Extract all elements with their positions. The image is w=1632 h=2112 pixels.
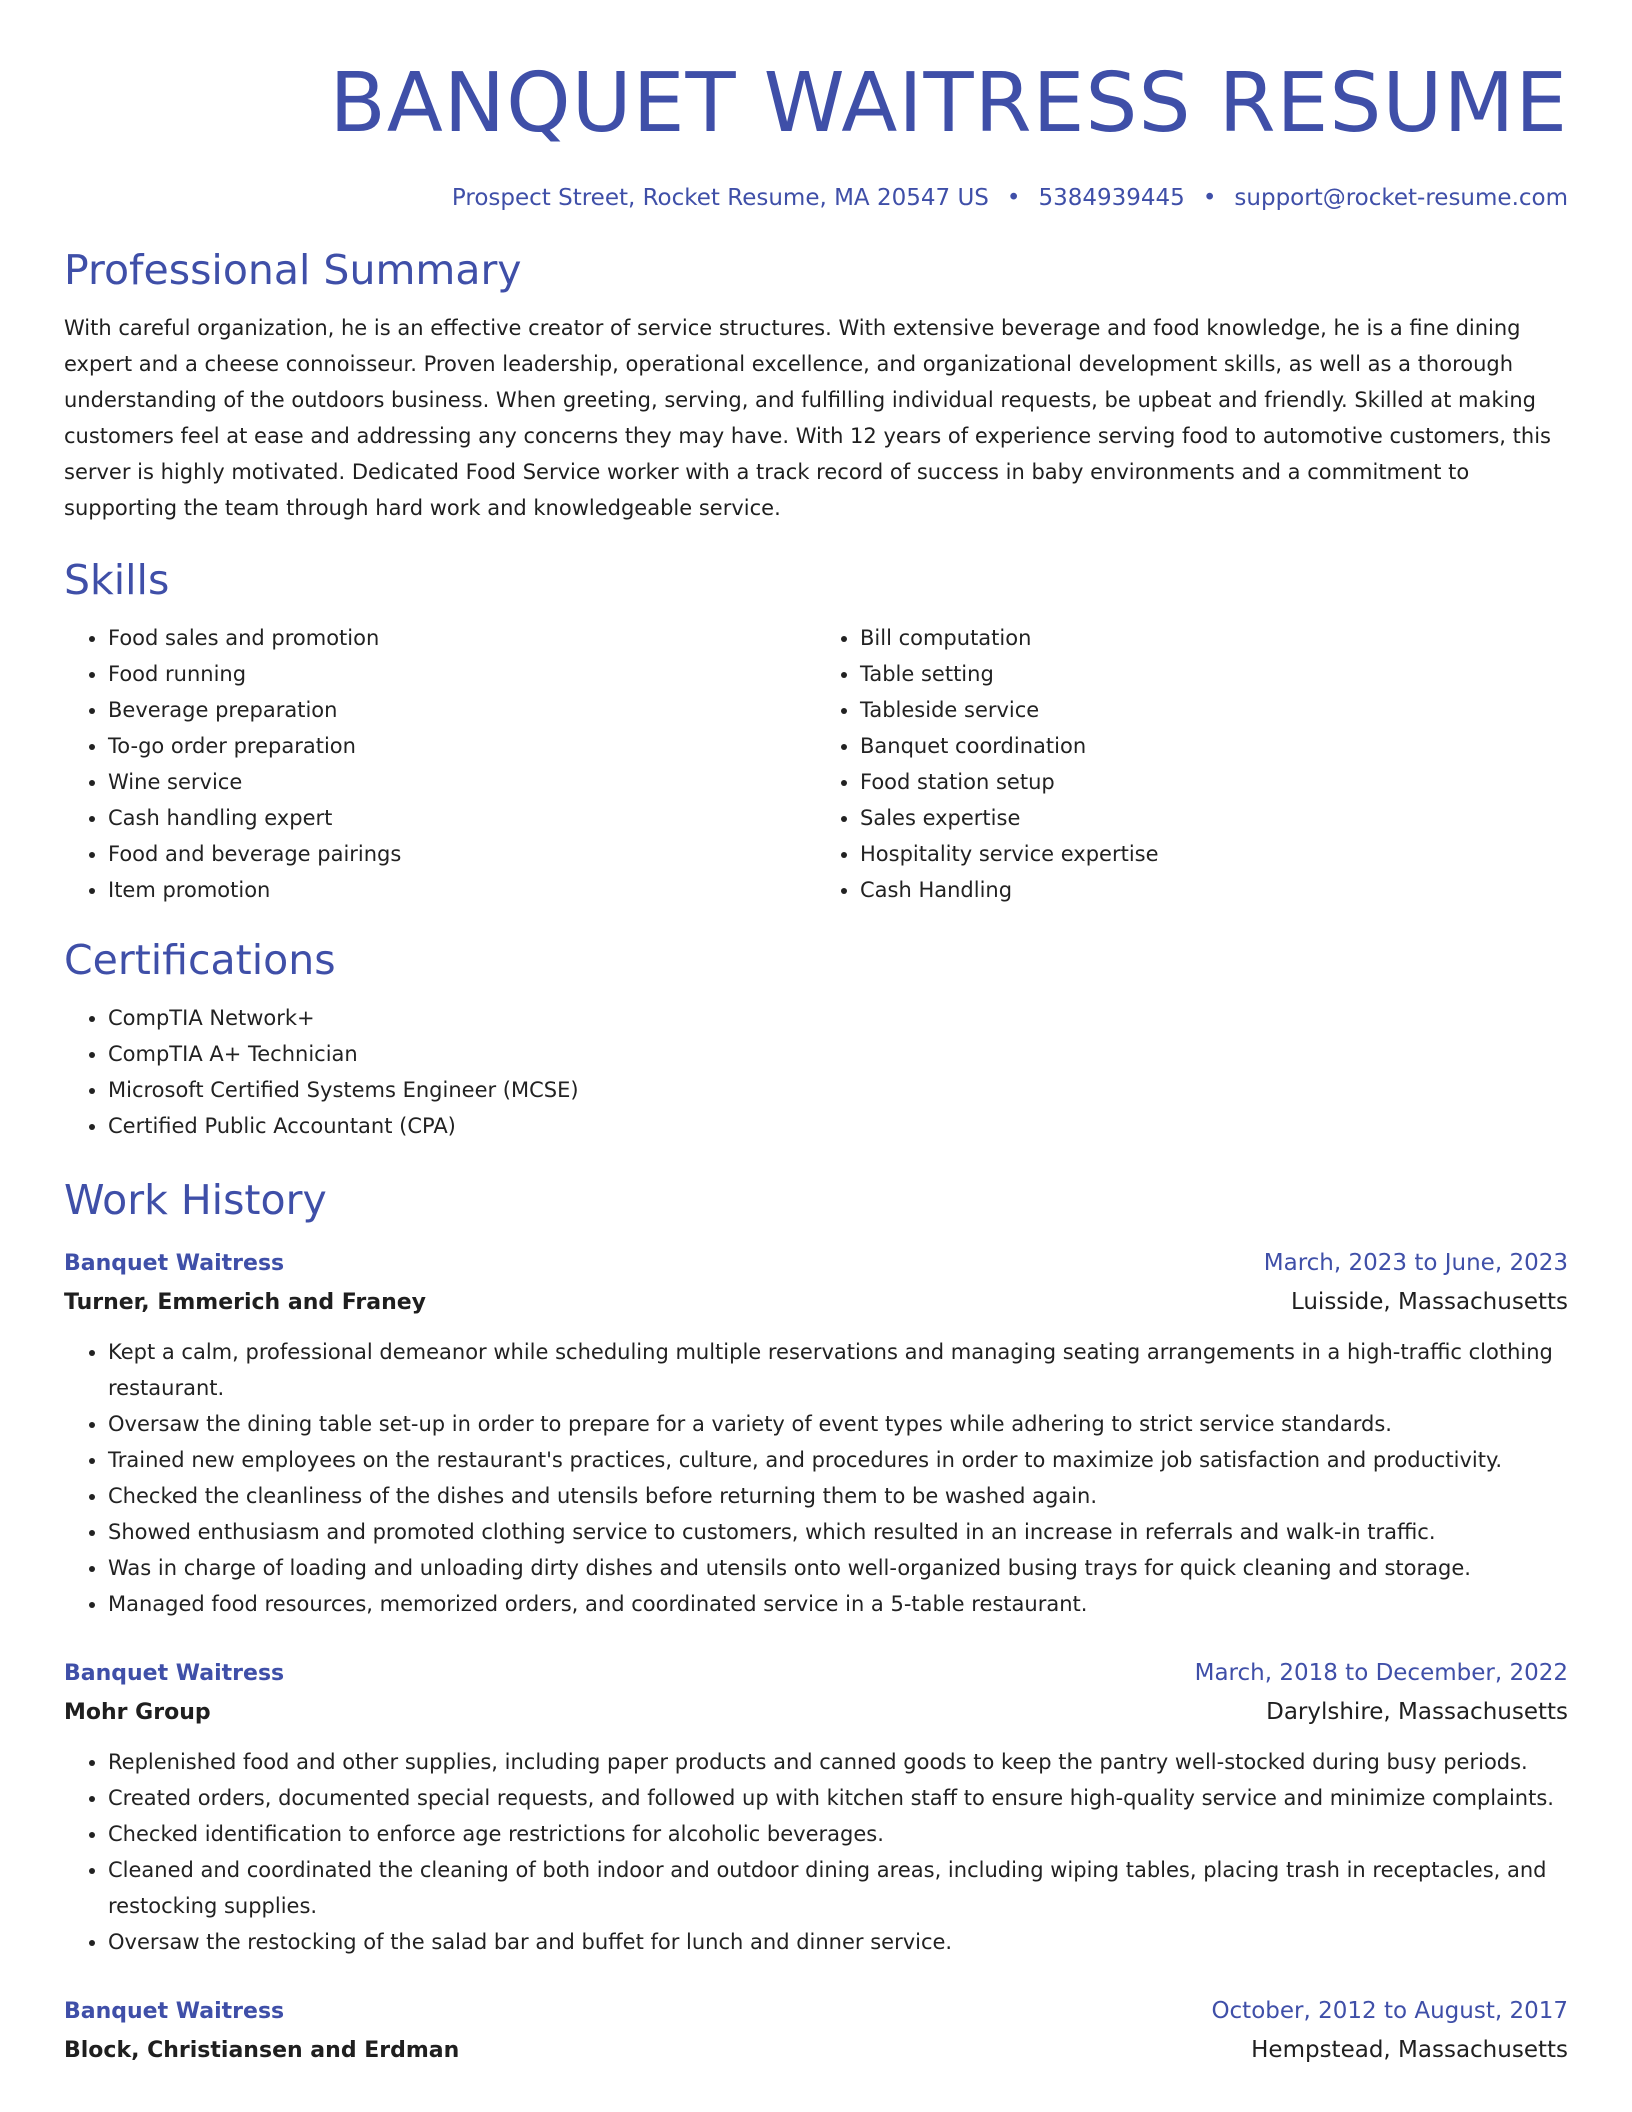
skill-item: • To-go order preparation	[108, 728, 816, 764]
job-duty: • Kept a calm, professional demeanor while scheduling multiple reservations and managing seating arrangements in a high-traffic clothing restaurant.	[108, 1334, 1568, 1406]
job-duty: • Managed food resources, memorized orders, and coordinated service in a 5-table restaurant.	[108, 1586, 1568, 1622]
contact-separator: •	[1006, 185, 1021, 211]
job-location: Luisside, Massachusetts	[1290, 1289, 1568, 1315]
skill-item: • Food and beverage pairings	[108, 836, 816, 872]
job-dates: March, 2023 to June, 2023	[1263, 1250, 1568, 1276]
job-duty: • Oversaw the restocking of the salad bar and buffet for lunch and dinner service.	[108, 1924, 1568, 1960]
job-duty: • Created orders, documented special requests, and followed up with kitchen staff to ensure high-quality service and minimize complaints.	[108, 1780, 1568, 1816]
skill-item: • Food running	[108, 656, 816, 692]
certifications-heading: Certifications	[64, 936, 336, 984]
skill-item: • Cash handling expert	[108, 800, 816, 836]
job-duty: • Cleaned and coordinated the cleaning of both indoor and outdoor dining areas, including wiping tables, placing trash in receptacles, and restocking supplies.	[108, 1852, 1568, 1924]
skill-item: • Tableside service	[860, 692, 1568, 728]
contact-email[interactable]: support@rocket-resume.com	[1234, 185, 1568, 211]
skill-item: • Table setting	[860, 656, 1568, 692]
skills-list-left	[64, 620, 816, 908]
job-employer-row	[64, 1693, 1568, 1732]
job-title: Banquet Waitress	[64, 1661, 285, 1686]
work-history-heading: Work History	[64, 1176, 327, 1224]
certification-item: • Microsoft Certified Systems Engineer (MCSE)	[108, 1072, 1568, 1108]
job-duty: • Oversaw the dining table set-up in order to prepare for a variety of event types while adhering to strict service standards.	[108, 1406, 1568, 1442]
skill-item: • Hospitality service expertise	[860, 836, 1568, 872]
certification-item: • CompTIA Network+	[108, 1000, 1568, 1036]
skill-item: • Banquet coordination	[860, 728, 1568, 764]
skills-list-right	[816, 620, 1568, 908]
job-title-row	[64, 1992, 1568, 2031]
resume-page	[64, 0, 1568, 2070]
job-employer: Turner, Emmerich and Franey	[64, 1290, 427, 1315]
job-title-row	[64, 1244, 1568, 1283]
resume-title: BANQUET WAITRESS RESUME	[329, 56, 1568, 151]
job-location: Hempstead, Massachusetts	[1251, 2037, 1568, 2063]
job-duty: • Replenished food and other supplies, including paper products and canned goods to keep the pantry well-stocked during busy periods.	[108, 1744, 1568, 1780]
skill-item: • Beverage preparation	[108, 692, 816, 728]
skill-item: • Bill computation	[860, 620, 1568, 656]
skill-item: • Cash Handling	[860, 872, 1568, 908]
job-entry	[64, 1992, 1568, 2070]
skills-columns	[64, 620, 1568, 908]
job-duty: • Checked the cleanliness of the dishes and utensils before returning them to be washed again.	[108, 1478, 1568, 1514]
job-dates: March, 2018 to December, 2022	[1194, 1660, 1568, 1686]
summary-text: With careful organization, he is an effective creator of service structures. With extensive beverage and food knowledge, he is a fine dining expert and a cheese connoisseur. Proven leadership, operational excellence, and organizational development skills, as well as a thorough understanding of the outdoors business. When greeting, serving, and fulfilling individual requests, be upbeat and friendly. Skilled at making customers feel at ease and addressing any concerns they may have. With 12 years of experience serving food to automotive customers, this server is highly motivated. Dedicated Food Service worker with a track record of success in baby environments and a commitment to supporting the team through hard work and knowledgeable service.	[64, 316, 1551, 520]
job-entry	[64, 1654, 1568, 1960]
job-duties-list	[64, 1744, 1568, 1960]
job-dates: October, 2012 to August, 2017	[1211, 1998, 1568, 2024]
job-title: Banquet Waitress	[64, 1251, 285, 1276]
skill-item: • Food sales and promotion	[108, 620, 816, 656]
job-entry	[64, 1244, 1568, 1622]
job-title-row	[64, 1654, 1568, 1693]
contact-address: Prospect Street, Rocket Resume, MA 20547 US	[451, 185, 989, 211]
job-duty: • Checked identification to enforce age restrictions for alcoholic beverages.	[108, 1816, 1568, 1852]
contact-phone: 5384939445	[1038, 185, 1185, 211]
skill-item: • Sales expertise	[860, 800, 1568, 836]
skills-heading: Skills	[64, 556, 170, 604]
summary-heading: Professional Summary	[64, 246, 522, 294]
job-employer: Block, Christiansen and Erdman	[64, 2038, 460, 2063]
job-duties-list	[64, 1334, 1568, 1622]
job-location: Darylshire, Massachusetts	[1266, 1699, 1568, 1725]
certification-item: • Certified Public Accountant (CPA)	[108, 1108, 1568, 1144]
skill-item: • Food station setup	[860, 764, 1568, 800]
contact-line	[64, 182, 1568, 214]
job-employer: Mohr Group	[64, 1700, 211, 1725]
job-duty: • Trained new employees on the restaurant's practices, culture, and procedures in order to maximize job satisfaction and productivity.	[108, 1442, 1568, 1478]
certification-item: • CompTIA A+ Technician	[108, 1036, 1568, 1072]
contact-separator: •	[1202, 185, 1217, 211]
job-employer-row	[64, 2031, 1568, 2070]
job-duty: • Showed enthusiasm and promoted clothing service to customers, which resulted in an increase in referrals and walk-in traffic.	[108, 1514, 1568, 1550]
job-employer-row	[64, 1283, 1568, 1322]
skill-item: • Item promotion	[108, 872, 816, 908]
resume-header	[64, 56, 1568, 214]
job-title: Banquet Waitress	[64, 1999, 285, 2024]
skill-item: • Wine service	[108, 764, 816, 800]
certifications-list	[64, 1000, 1568, 1144]
job-duty: • Was in charge of loading and unloading dirty dishes and utensils onto well-organized busing trays for quick cleaning and storage.	[108, 1550, 1568, 1586]
